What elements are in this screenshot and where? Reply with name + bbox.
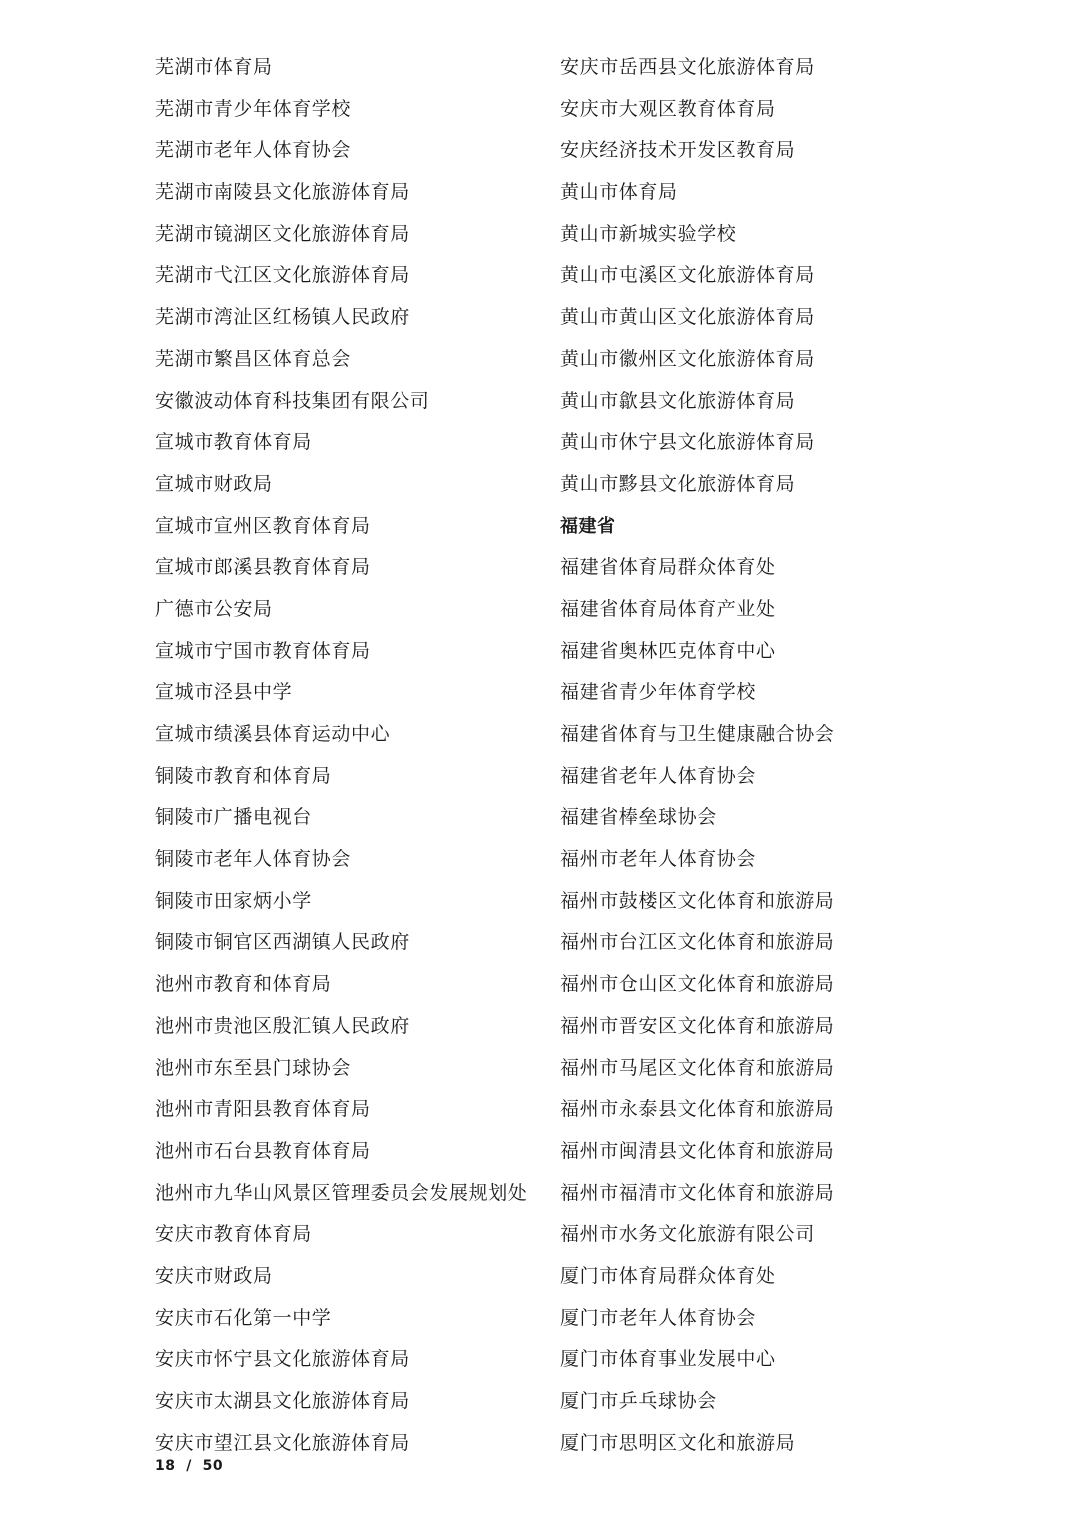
list-item: 芜湖市青少年体育学校	[155, 97, 352, 120]
list-item: 安庆市岳西县文化旅游体育局	[560, 56, 815, 78]
list-item: 安庆经济技术开发区教育局	[560, 139, 796, 162]
list-item: 宣城市郎溪县教育体育局	[155, 556, 371, 579]
list-item: 安庆市教育体育局	[155, 1223, 312, 1246]
list-item: 黄山市歙县文化旅游体育局	[560, 389, 796, 412]
list-item: 芜湖市湾沚区红杨镇人民政府	[155, 306, 410, 329]
list-item: 安庆市望江县文化旅游体育局	[155, 1431, 410, 1454]
list-item: 黄山市黟县文化旅游体育局	[560, 472, 796, 495]
list-item: 芜湖市老年人体育协会	[155, 139, 352, 162]
list-item: 福州市晋安区文化体育和旅游局	[560, 1014, 835, 1037]
list-item: 芜湖市体育局	[155, 56, 273, 78]
page-number-total: 50	[202, 1458, 224, 1474]
list-item: 福建省棒垒球协会	[560, 806, 717, 829]
section-heading: 福建省	[560, 515, 616, 537]
list-item: 宣城市绩溪县体育运动中心	[155, 723, 391, 745]
list-item: 福建省奥林匹克体育中心	[560, 639, 776, 662]
list-item: 厦门市体育局群众体育处	[560, 1264, 776, 1287]
list-item: 黄山市徽州区文化旅游体育局	[560, 347, 815, 370]
list-item: 芜湖市镜湖区文化旅游体育局	[155, 222, 410, 245]
list-item: 福州市福清市文化体育和旅游局	[560, 1181, 835, 1204]
list-item: 宣城市宁国市教育体育局	[155, 639, 371, 662]
list-item: 黄山市新城实验学校	[560, 222, 737, 245]
list-item: 芜湖市弋江区文化旅游体育局	[155, 264, 410, 287]
list-item: 厦门市思明区文化和旅游局	[560, 1431, 796, 1454]
list-item: 安庆市怀宁县文化旅游体育局	[155, 1348, 410, 1371]
list-item: 池州市教育和体育局	[155, 973, 332, 996]
list-item: 安庆市大观区教育体育局	[560, 97, 776, 120]
list-item: 厦门市体育事业发展中心	[560, 1348, 776, 1371]
list-item: 福州市台江区文化体育和旅游局	[560, 931, 835, 954]
list-item: 黄山市体育局	[560, 181, 678, 204]
list-item: 芜湖市南陵县文化旅游体育局	[155, 181, 410, 204]
list-item: 福州市马尾区文化体育和旅游局	[560, 1056, 835, 1079]
list-item: 池州市九华山风景区管理委员会发展规划处	[155, 1181, 528, 1204]
list-item: 铜陵市老年人体育协会	[155, 848, 352, 871]
list-item: 福建省体育局体育产业处	[560, 597, 776, 620]
list-item: 宣城市宣州区教育体育局	[155, 514, 371, 537]
list-item: 黄山市休宁县文化旅游体育局	[560, 431, 815, 454]
list-item: 安庆市财政局	[155, 1264, 273, 1287]
list-item: 池州市青阳县教育体育局	[155, 1098, 371, 1121]
list-item: 福州市闽清县文化体育和旅游局	[560, 1139, 835, 1162]
list-item: 厦门市老年人体育协会	[560, 1306, 757, 1329]
list-item: 黄山市黄山区文化旅游体育局	[560, 306, 815, 329]
list-item: 铜陵市教育和体育局	[155, 764, 332, 787]
list-item: 安庆市石化第一中学	[155, 1306, 332, 1329]
list-item: 福建省体育局群众体育处	[560, 556, 776, 579]
list-item: 池州市东至县门球协会	[155, 1056, 352, 1079]
list-item: 福州市永泰县文化体育和旅游局	[560, 1098, 835, 1121]
list-item: 福州市水务文化旅游有限公司	[560, 1223, 815, 1246]
list-item: 宣城市财政局	[155, 472, 273, 495]
left-column-list	[155, 47, 555, 1464]
list-item: 厦门市乒乓球协会	[560, 1390, 717, 1412]
list-item: 宣城市教育体育局	[155, 431, 312, 454]
list-item: 福建省体育与卫生健康融合协会	[560, 723, 835, 745]
list-item: 池州市贵池区殷汇镇人民政府	[155, 1014, 410, 1037]
list-item: 福建省青少年体育学校	[560, 681, 757, 704]
list-item: 宣城市泾县中学	[155, 681, 293, 704]
right-column-list	[560, 47, 1000, 1464]
page-number	[155, 1458, 223, 1474]
list-item: 铜陵市铜官区西湖镇人民政府	[155, 931, 410, 954]
list-item: 黄山市屯溪区文化旅游体育局	[560, 264, 815, 287]
list-item: 芜湖市繁昌区体育总会	[155, 347, 352, 370]
page-number-separator: /	[186, 1458, 192, 1474]
list-item: 福州市鼓楼区文化体育和旅游局	[560, 889, 835, 912]
list-item: 福州市仓山区文化体育和旅游局	[560, 973, 835, 996]
page-number-current: 18	[155, 1458, 176, 1474]
list-item: 铜陵市田家炳小学	[155, 889, 312, 912]
list-item: 池州市石台县教育体育局	[155, 1139, 371, 1162]
list-item: 广德市公安局	[155, 597, 273, 620]
list-item: 福建省老年人体育协会	[560, 764, 757, 787]
list-item: 安庆市太湖县文化旅游体育局	[155, 1390, 410, 1412]
list-item: 安徽波动体育科技集团有限公司	[155, 389, 430, 412]
list-item: 福州市老年人体育协会	[560, 848, 757, 871]
list-item: 铜陵市广播电视台	[155, 806, 312, 829]
